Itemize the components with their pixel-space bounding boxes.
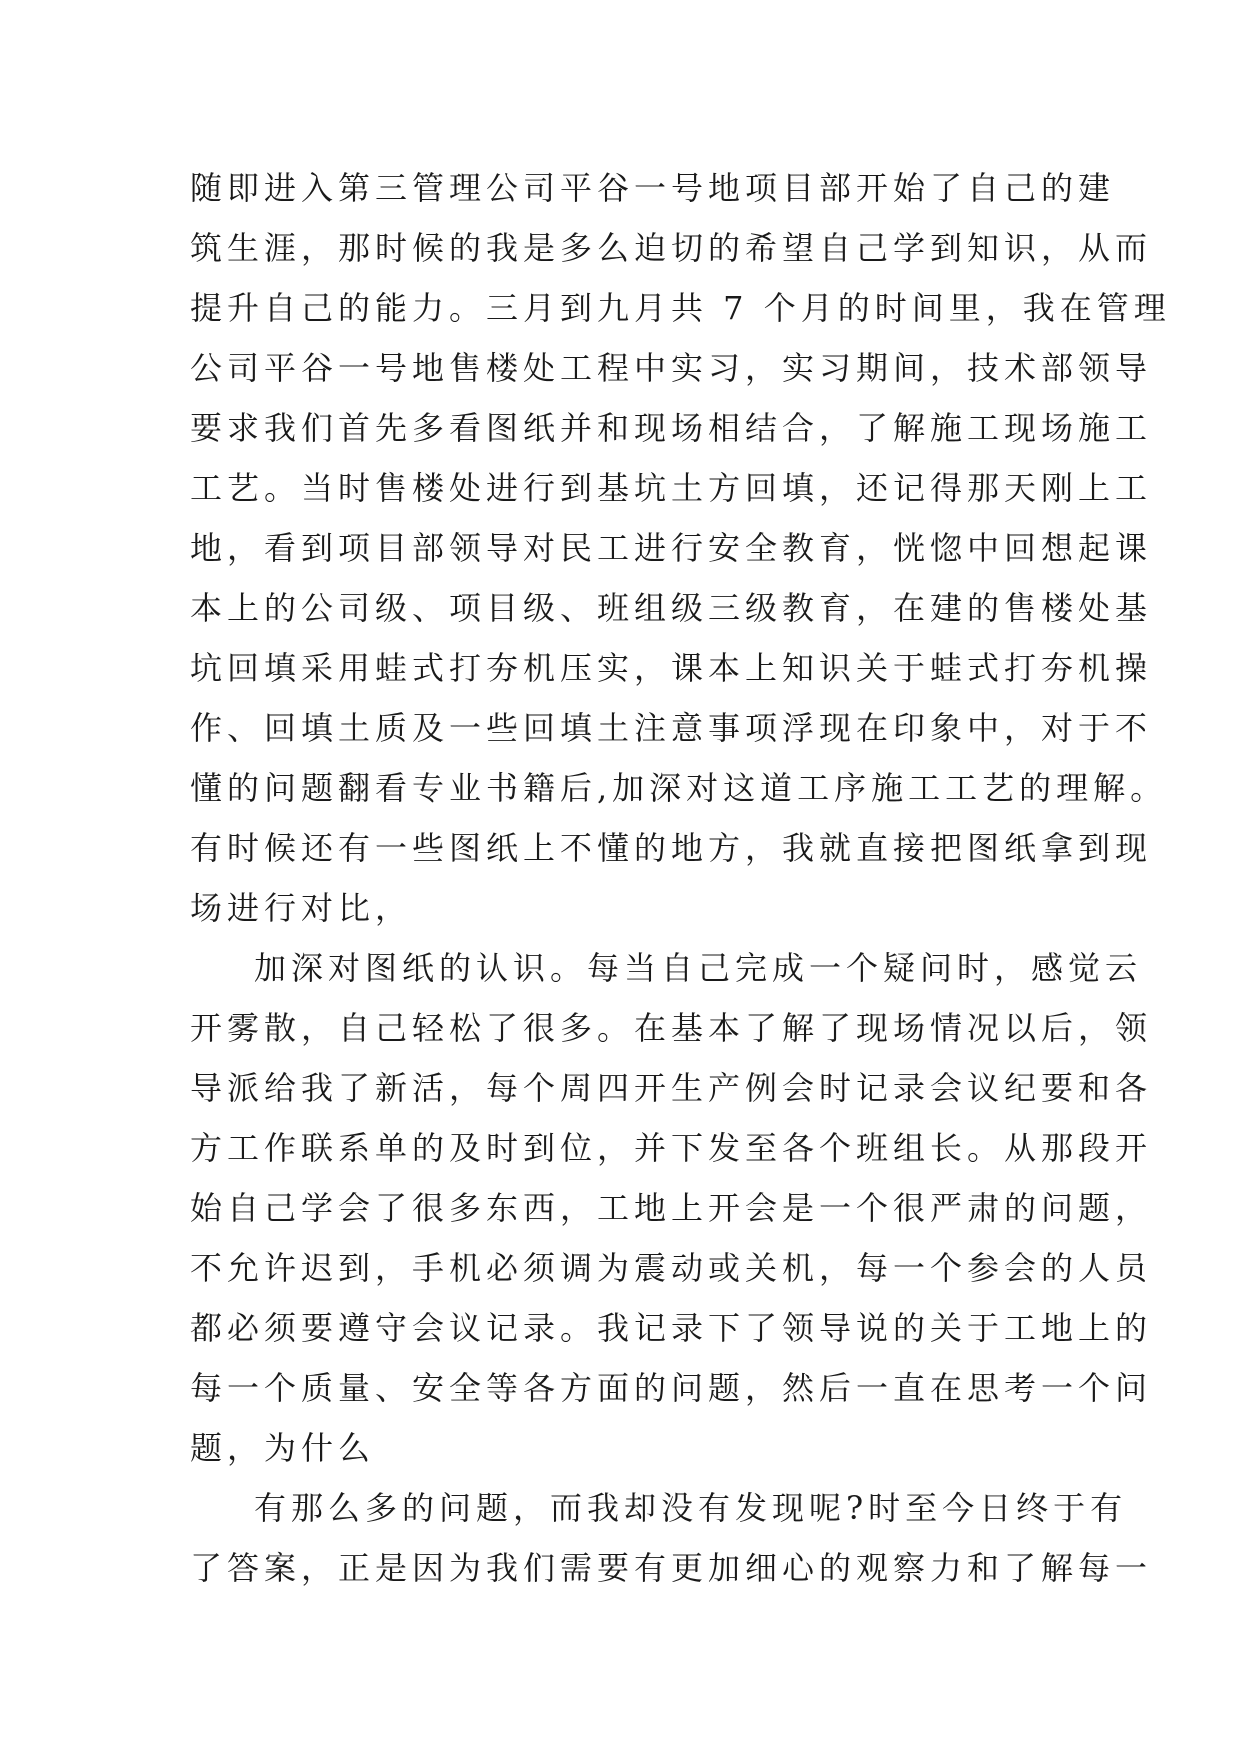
text-line: 提升自己的能力。三月到九月共 7 个月的时间里，我在管理: [190, 289, 1171, 327]
text-line: 开雾散，自己轻松了很多。在基本了解了现场情况以后，领: [190, 1009, 1153, 1047]
text-line: 本上的公司级、项目级、班组级三级教育，在建的售楼处基: [190, 589, 1153, 627]
text-line: 题，为什么: [190, 1429, 376, 1467]
text-line: 不允许迟到，手机必须调为震动或关机，每一个参会的人员: [190, 1249, 1153, 1287]
paragraph-start-line: 加深对图纸的认识。每当自己完成一个疑问时，感觉云: [254, 949, 1143, 987]
text-line: 有时候还有一些图纸上不懂的地方，我就直接把图纸拿到现: [190, 829, 1153, 867]
text-line: 懂的问题翻看专业书籍后,加深对这道工序施工工艺的理解。: [190, 769, 1168, 807]
text-line: 随即进入第三管理公司平谷一号地项目部开始了自己的建: [190, 169, 1116, 207]
text-line: 方工作联系单的及时到位，并下发至各个班组长。从那段开: [190, 1129, 1153, 1167]
text-line: 坑回填采用蛙式打夯机压实，课本上知识关于蛙式打夯机操: [190, 649, 1153, 687]
text-line: 场进行对比，: [190, 889, 413, 927]
text-line: 要求我们首先多看图纸并和现场相结合，了解施工现场施工: [190, 409, 1153, 447]
text-line: 每一个质量、安全等各方面的问题，然后一直在思考一个问: [190, 1369, 1153, 1407]
text-line: 筑生涯，那时候的我是多么迫切的希望自己学到知识，从而: [190, 229, 1153, 267]
text-line: 地，看到项目部领导对民工进行安全教育，恍惚中回想起课: [190, 529, 1153, 567]
text-line: 了答案，正是因为我们需要有更加细心的观察力和了解每一: [190, 1549, 1153, 1587]
body-text: [190, 158, 1171, 1598]
text-line: 工艺。当时售楼处进行到基坑土方回填，还记得那天刚上工: [190, 469, 1153, 507]
text-line: 始自己学会了很多东西，工地上开会是一个很严肃的问题，: [190, 1189, 1153, 1227]
text-line: 作、回填土质及一些回填土注意事项浮现在印象中，对于不: [190, 709, 1153, 747]
text-line: 都必须要遵守会议记录。我记录下了领导说的关于工地上的: [190, 1309, 1153, 1347]
paragraph-start-line: 有那么多的问题，而我却没有发现呢?时至今日终于有: [254, 1489, 1128, 1527]
text-line: 公司平谷一号地售楼处工程中实习，实习期间，技术部领导: [190, 349, 1153, 387]
text-line: 导派给我了新活，每个周四开生产例会时记录会议纪要和各: [190, 1069, 1153, 1107]
